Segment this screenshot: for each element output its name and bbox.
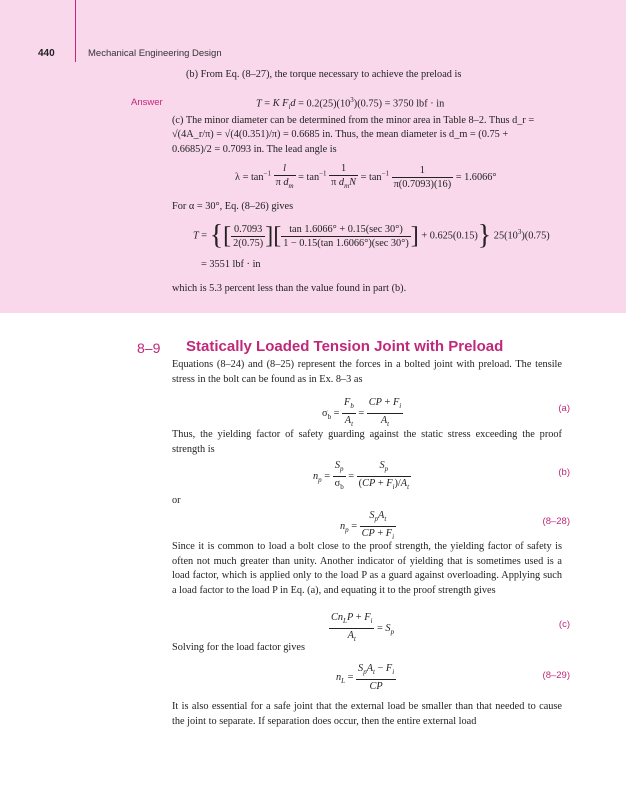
part-b-text: (b) From Eq. (8–27), the torque necessary to achieve the preload is: [186, 69, 462, 80]
paragraph-3: Since it is common to load a bolt close to the proof strength, the yielding factor of safety is often not much greater than unity. Another indicator of yielding that is sometimes used is a load factor, which is applied only to the load P as a guard against overloading. Applying such a load factor to the load P in Eq. (a), and equating it to the proof strength gives: [172, 541, 562, 596]
part-c-line-2: √(4A_r/π) = √(4(0.351)/π) = 0.6685 in. Thus, the mean diameter is d_m = (0.75 +: [172, 129, 509, 140]
header-rule: [75, 0, 76, 62]
equation-a-label: (a): [558, 403, 570, 414]
or-text: or: [172, 495, 181, 506]
part-c-line-1: (c) The minor diameter can be determined from the minor area in Table 8–2. Thus d_r =: [172, 115, 535, 126]
answer-label: Answer: [131, 97, 163, 108]
running-title: Mechanical Engineering Design: [88, 48, 222, 59]
equation-8-29: $n_L$ = $\frac{S_pA_t - F_i}{CP}$: [336, 663, 395, 693]
torque2-equation: T = {[ $\frac{0.7093}{2(0.75)}$ ][ $\frac{\tan 1.6066^\circ + 0.15(\sec 30^\circ)}{1 - 0.15(\tan 1.6066^\circ)(\sec 30^\circ)}$ ] + 0.625(0.15)} $25(10^3)(0.75)$: [193, 220, 550, 251]
alpha-text: For α = 30°, Eq. (8–26) gives: [172, 201, 294, 212]
torque-equation: T = K $F_id = 0.2(25)(10^3)(0.75) = 3750$ lbf · in: [256, 96, 445, 112]
conclusion: which is 5.3 percent less than the value found in part (b).: [172, 283, 407, 294]
paragraph-4: Solving for the load factor gives: [172, 642, 305, 653]
part-c-line-3: 0.6685)/2 = 0.7093 in. The lead angle is: [172, 144, 337, 155]
equation-a: $\sigma_b$ = $\frac{F_b}{A_t}$ = $\frac{CP + F_i}{A_t}$: [322, 397, 402, 429]
equation-c-label: (c): [558, 619, 570, 630]
paragraph-2: Thus, the yielding factor of safety guarding against the static stress exceeding the proof strength is: [172, 429, 562, 455]
section-title: Statically Loaded Tension Joint with Preload: [186, 338, 504, 355]
page-number: 440: [38, 48, 55, 59]
lead-angle-equation: $\lambda = \tan^{-1}$ $\frac{l}{\pi d_m}$ = $\tan^{-1}$ $\frac{1}{\pi d_mN}$ = $\tan^{-1}$ $\frac{1}{\pi(0.7093)(16)}$ = 1.6066°: [235, 163, 497, 191]
equation-8-28-label: (8–28): [542, 516, 570, 527]
equation-8-28: $n_p$ = $\frac{S_pA_t}{CP + F_i}$: [340, 510, 395, 542]
equation-b-label: (b): [558, 467, 570, 478]
equation-b: $n_p$ = $\frac{S_p}{\sigma_b}$ = $\frac{S_p}{(CP + F_i)/A_t}$: [313, 460, 410, 492]
example-background: [0, 0, 626, 313]
equation-8-29-label: (8–29): [542, 670, 570, 681]
equation-c: $\frac{Cn_LP + F_i}{A_t}$ = $S_p$: [331, 612, 395, 644]
torque2-result: = 3551 lbf · in: [201, 259, 261, 270]
paragraph-1: Equations (8–24) and (8–25) represent the forces in a bolted joint with preload. The tensile stress in the bolt can be found as in Ex. 8–3 as: [172, 359, 562, 385]
section-number: 8–9: [137, 340, 161, 356]
paragraph-5: It is also essential for a safe joint that the external load be smaller than that needed to cause the joint to separate. If separation does occur, then the entire external load: [172, 701, 562, 727]
